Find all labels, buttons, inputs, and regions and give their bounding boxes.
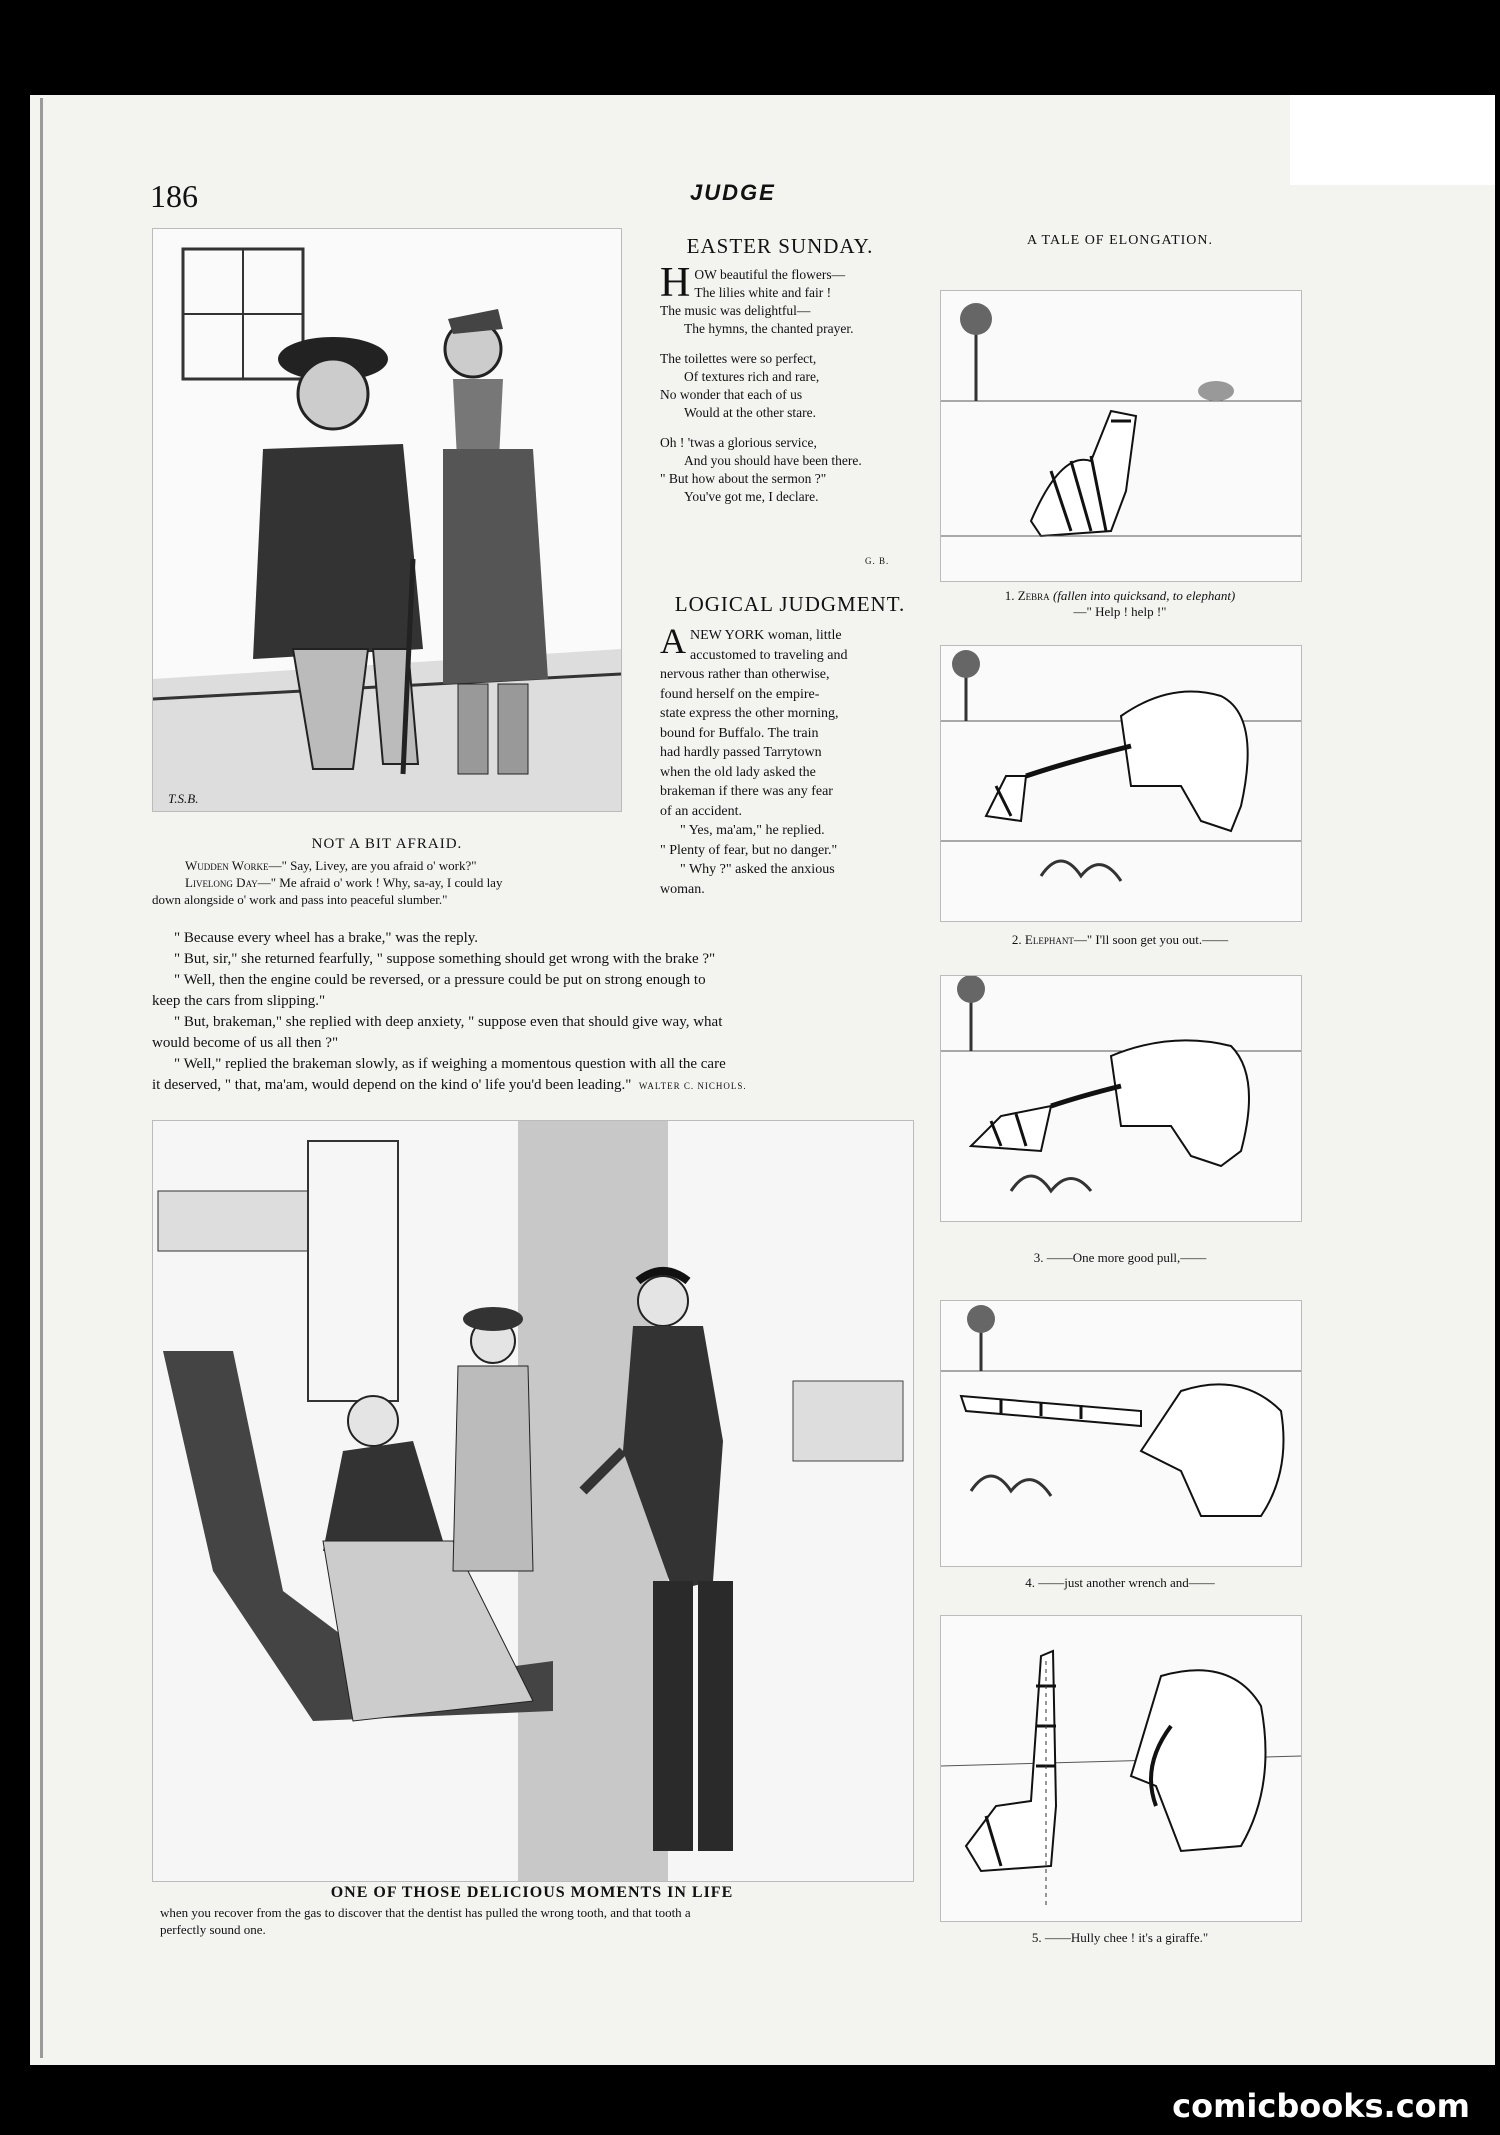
story-line: " Yes, ma'am," he replied. [680, 823, 825, 838]
story-line: " Because every wheel has a brake," was the reply. [174, 930, 479, 946]
tale-caption-4: 4. ——just another wrench and—— [1025, 1575, 1215, 1590]
tale-caption-3: 3. ——One more good pull,—— [1033, 1250, 1207, 1265]
not-a-bit-afraid-illustration [152, 228, 622, 812]
tale-panel-5 [940, 1615, 1302, 1922]
masthead: JUDGE [690, 180, 776, 205]
speaker-name: Livelong Day [185, 875, 258, 890]
story-line: when the old lady asked the [660, 764, 816, 780]
poem-line: The lilies white and fair ! [694, 285, 832, 300]
story-line: state express the other morning, [660, 706, 839, 721]
cartoon1-caption-line2 [185, 874, 502, 891]
story-line: brakeman if there was any fear [660, 784, 833, 799]
speaker-line: —" Say, Livey, are you afraid o' work?" [268, 858, 477, 873]
story-line: " But, brakeman," she replied with deep anxiety, " suppose even that should give way, what [174, 1014, 723, 1030]
page-corner [1290, 95, 1495, 185]
poem-line: No wonder that each of us [660, 387, 803, 402]
poem-line: The hymns, the chanted prayer. [684, 321, 854, 336]
story-wide [152, 928, 912, 1097]
tale-speaker: Elephant [1024, 932, 1074, 947]
poem-signature: G. B. [865, 556, 890, 566]
story-line: had hardly passed Tarrytown [660, 745, 822, 760]
story-line: it deserved, " that, ma'am, would depend on the kind o' life you'd been leading." WALTER C. NICHOLS. [152, 1077, 747, 1093]
story-line: of an accident. [660, 803, 743, 819]
drop-cap: H [660, 260, 691, 306]
drop-cap: A [660, 621, 686, 661]
speaker-line: —" Me afraid o' work ! Why, sa-ay, I could lay [257, 875, 503, 890]
story-line: bound for Buffalo. The train [660, 725, 819, 741]
cartoon1-title: NOT A BIT AFRAID. [311, 836, 463, 852]
story-line: ANEW YORK woman, little [660, 621, 842, 661]
story-line: woman. [660, 881, 705, 897]
story-title: LOGICAL JUDGMENT. [674, 592, 906, 616]
poem-line: The toilettes were so perfect, [660, 351, 817, 366]
poem-line: Of textures rich and rare, [684, 369, 820, 384]
poem-title: EASTER SUNDAY. [686, 234, 874, 258]
story-line: " Well," replied the brakeman slowly, as if weighing a momentous question with all the care [174, 1056, 726, 1072]
tale-panel-1 [940, 290, 1302, 582]
story-line: " Why ?" asked the anxious [680, 862, 835, 877]
watermark: comicbooks.com [1172, 2087, 1470, 2125]
speaker-name: Wudden Worke [185, 858, 269, 873]
tale-caption-2: 2. Elephant—" I'll soon get you out.—— [1011, 932, 1229, 947]
story-author: WALTER C. NICHOLS. [638, 1081, 747, 1091]
tale-title: A TALE OF ELONGATION. [1026, 233, 1214, 248]
story-column [660, 621, 910, 899]
story-line: accustomed to traveling and [690, 647, 848, 663]
story-line: " Well, then the engine could be reversed, or a pressure could be put on strong enough to [174, 972, 706, 988]
poem-line: You've got me, I declare. [684, 489, 819, 504]
cartoon1-caption-line3: down alongside o' work and pass into peaceful slumber." [152, 892, 448, 907]
story-line: nervous rather than otherwise, [660, 667, 830, 682]
tale-caption-1: 1. Zebra (fallen into quicksand, to elephant) —" Help ! help !" [1004, 588, 1236, 619]
story-line: " But, sir," she returned fearfully, " suppose something should get wrong with the brake ?" [174, 951, 716, 967]
poem-line: Would at the other stare. [684, 405, 816, 420]
story-line: keep the cars from slipping." [152, 993, 326, 1009]
dentist-scene-illustration [152, 1120, 914, 1882]
tale-panel-3 [940, 975, 1302, 1222]
poem-line: And you should have been there. [684, 453, 862, 468]
tale-speaker: Zebra [1017, 588, 1050, 603]
cartoon2-title: ONE OF THOSE DELICIOUS MOMENTS IN LIFE [330, 1884, 734, 1901]
tale-caption-5: 5. ——Hully chee ! it's a giraffe." [1031, 1930, 1209, 1945]
cartoon2-caption-line2: perfectly sound one. [160, 1922, 266, 1937]
artist-signature: T.S.B. [168, 791, 199, 806]
page-edge [40, 98, 43, 2058]
poem-line: HOW beautiful the flowers— [660, 260, 846, 306]
cartoon1-caption-line1 [185, 857, 477, 874]
poem-line: The music was delightful— [660, 303, 811, 318]
tale-panel-4 [940, 1300, 1302, 1567]
poem-line: " But how about the sermon ?" [660, 471, 827, 486]
page-number: 186 [150, 178, 198, 214]
poem-line: Oh ! 'twas a glorious service, [660, 435, 817, 450]
cartoon2-caption-line1: when you recover from the gas to discover that the dentist has pulled the wrong tooth, and that tooth a [160, 1905, 691, 1920]
tale-panel-2 [940, 645, 1302, 922]
story-line: " Plenty of fear, but no danger." [660, 842, 838, 858]
story-line: would become of us all then ?" [152, 1035, 339, 1051]
poem-body [660, 260, 920, 506]
story-line: found herself on the empire- [660, 686, 820, 702]
